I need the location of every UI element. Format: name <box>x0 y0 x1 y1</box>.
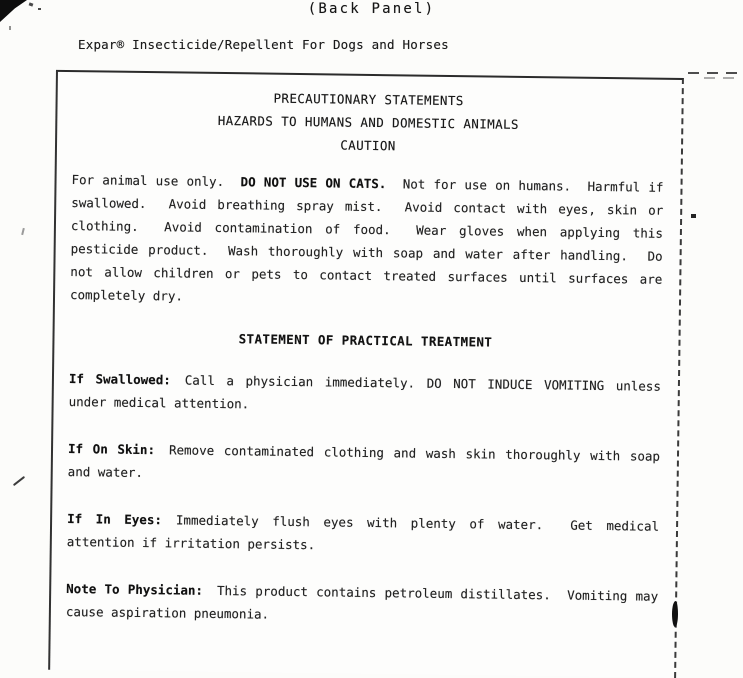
note-to-physician-label: Note To Physician: <box>66 580 204 598</box>
if-on-skin-text: Remove contaminated clothing and wash skin thoroughly with soap and water. <box>67 442 661 480</box>
note-to-physician-text: This product contains petroleum distillates. Vomiting may cause aspiration pneumonia. <box>65 582 659 622</box>
precautionary-statements-box <box>48 70 684 678</box>
if-swallowed-label: If Swallowed: <box>68 371 171 388</box>
do-not-use-on-cats-warning: DO NOT USE ON CATS. <box>240 174 387 192</box>
section-if-swallowed <box>69 367 662 421</box>
scan-border-blob <box>672 601 678 627</box>
if-on-skin-label: If On Skin: <box>67 441 156 458</box>
heading-hazards-humans-animals: HAZARDS TO HUMANS AND DOMESTIC ANIMALS <box>217 112 520 132</box>
pen-mark <box>13 476 25 486</box>
section-if-in-eyes <box>67 507 660 561</box>
practical-treatment-heading: STATEMENT OF PRACTICAL TREATMENT <box>238 331 493 350</box>
heading-caution: CAUTION <box>340 137 396 154</box>
section-note-to-physician <box>66 577 659 631</box>
caution-paragraph <box>70 168 664 314</box>
scan-dash-line <box>688 72 743 74</box>
precautionary-heading <box>72 84 665 161</box>
scan-tick-mark <box>21 228 25 235</box>
if-in-eyes-label: If In Eyes: <box>67 511 163 528</box>
section-if-on-skin <box>68 437 661 491</box>
caution-text-post: Not for use on humans. Harmful if swallowed. Avoid breathing spray mist. Avoid contact with eyes, skin or clothing. Avoid contamination of food. Wear gloves when applying this pesticide product. Wash thoroughly with soap and water after handling. Do not allow children or pets to contact treated surfaces until surfaces are completely dry. <box>69 176 664 304</box>
caution-text-pre: For animal use only. <box>71 172 241 190</box>
if-swallowed-text: Call a physician immediately. DO NOT INDUCE VOMITING unless under medical attention. <box>68 372 662 412</box>
scan-dot <box>691 214 696 218</box>
heading-precautionary-statements: PRECAUTIONARY STATEMENTS <box>273 90 464 109</box>
scan-speck <box>38 8 41 10</box>
scan-speck <box>9 26 11 30</box>
scan-dash-line <box>704 77 738 79</box>
back-panel-label: (Back Panel) <box>307 1 436 17</box>
if-in-eyes-text: Immediately flush eyes with plenty of water. Get medical attention if irritation persists. <box>66 512 660 553</box>
product-title: Expar® Insecticide/Repellent For Dogs and Horses <box>78 37 449 52</box>
